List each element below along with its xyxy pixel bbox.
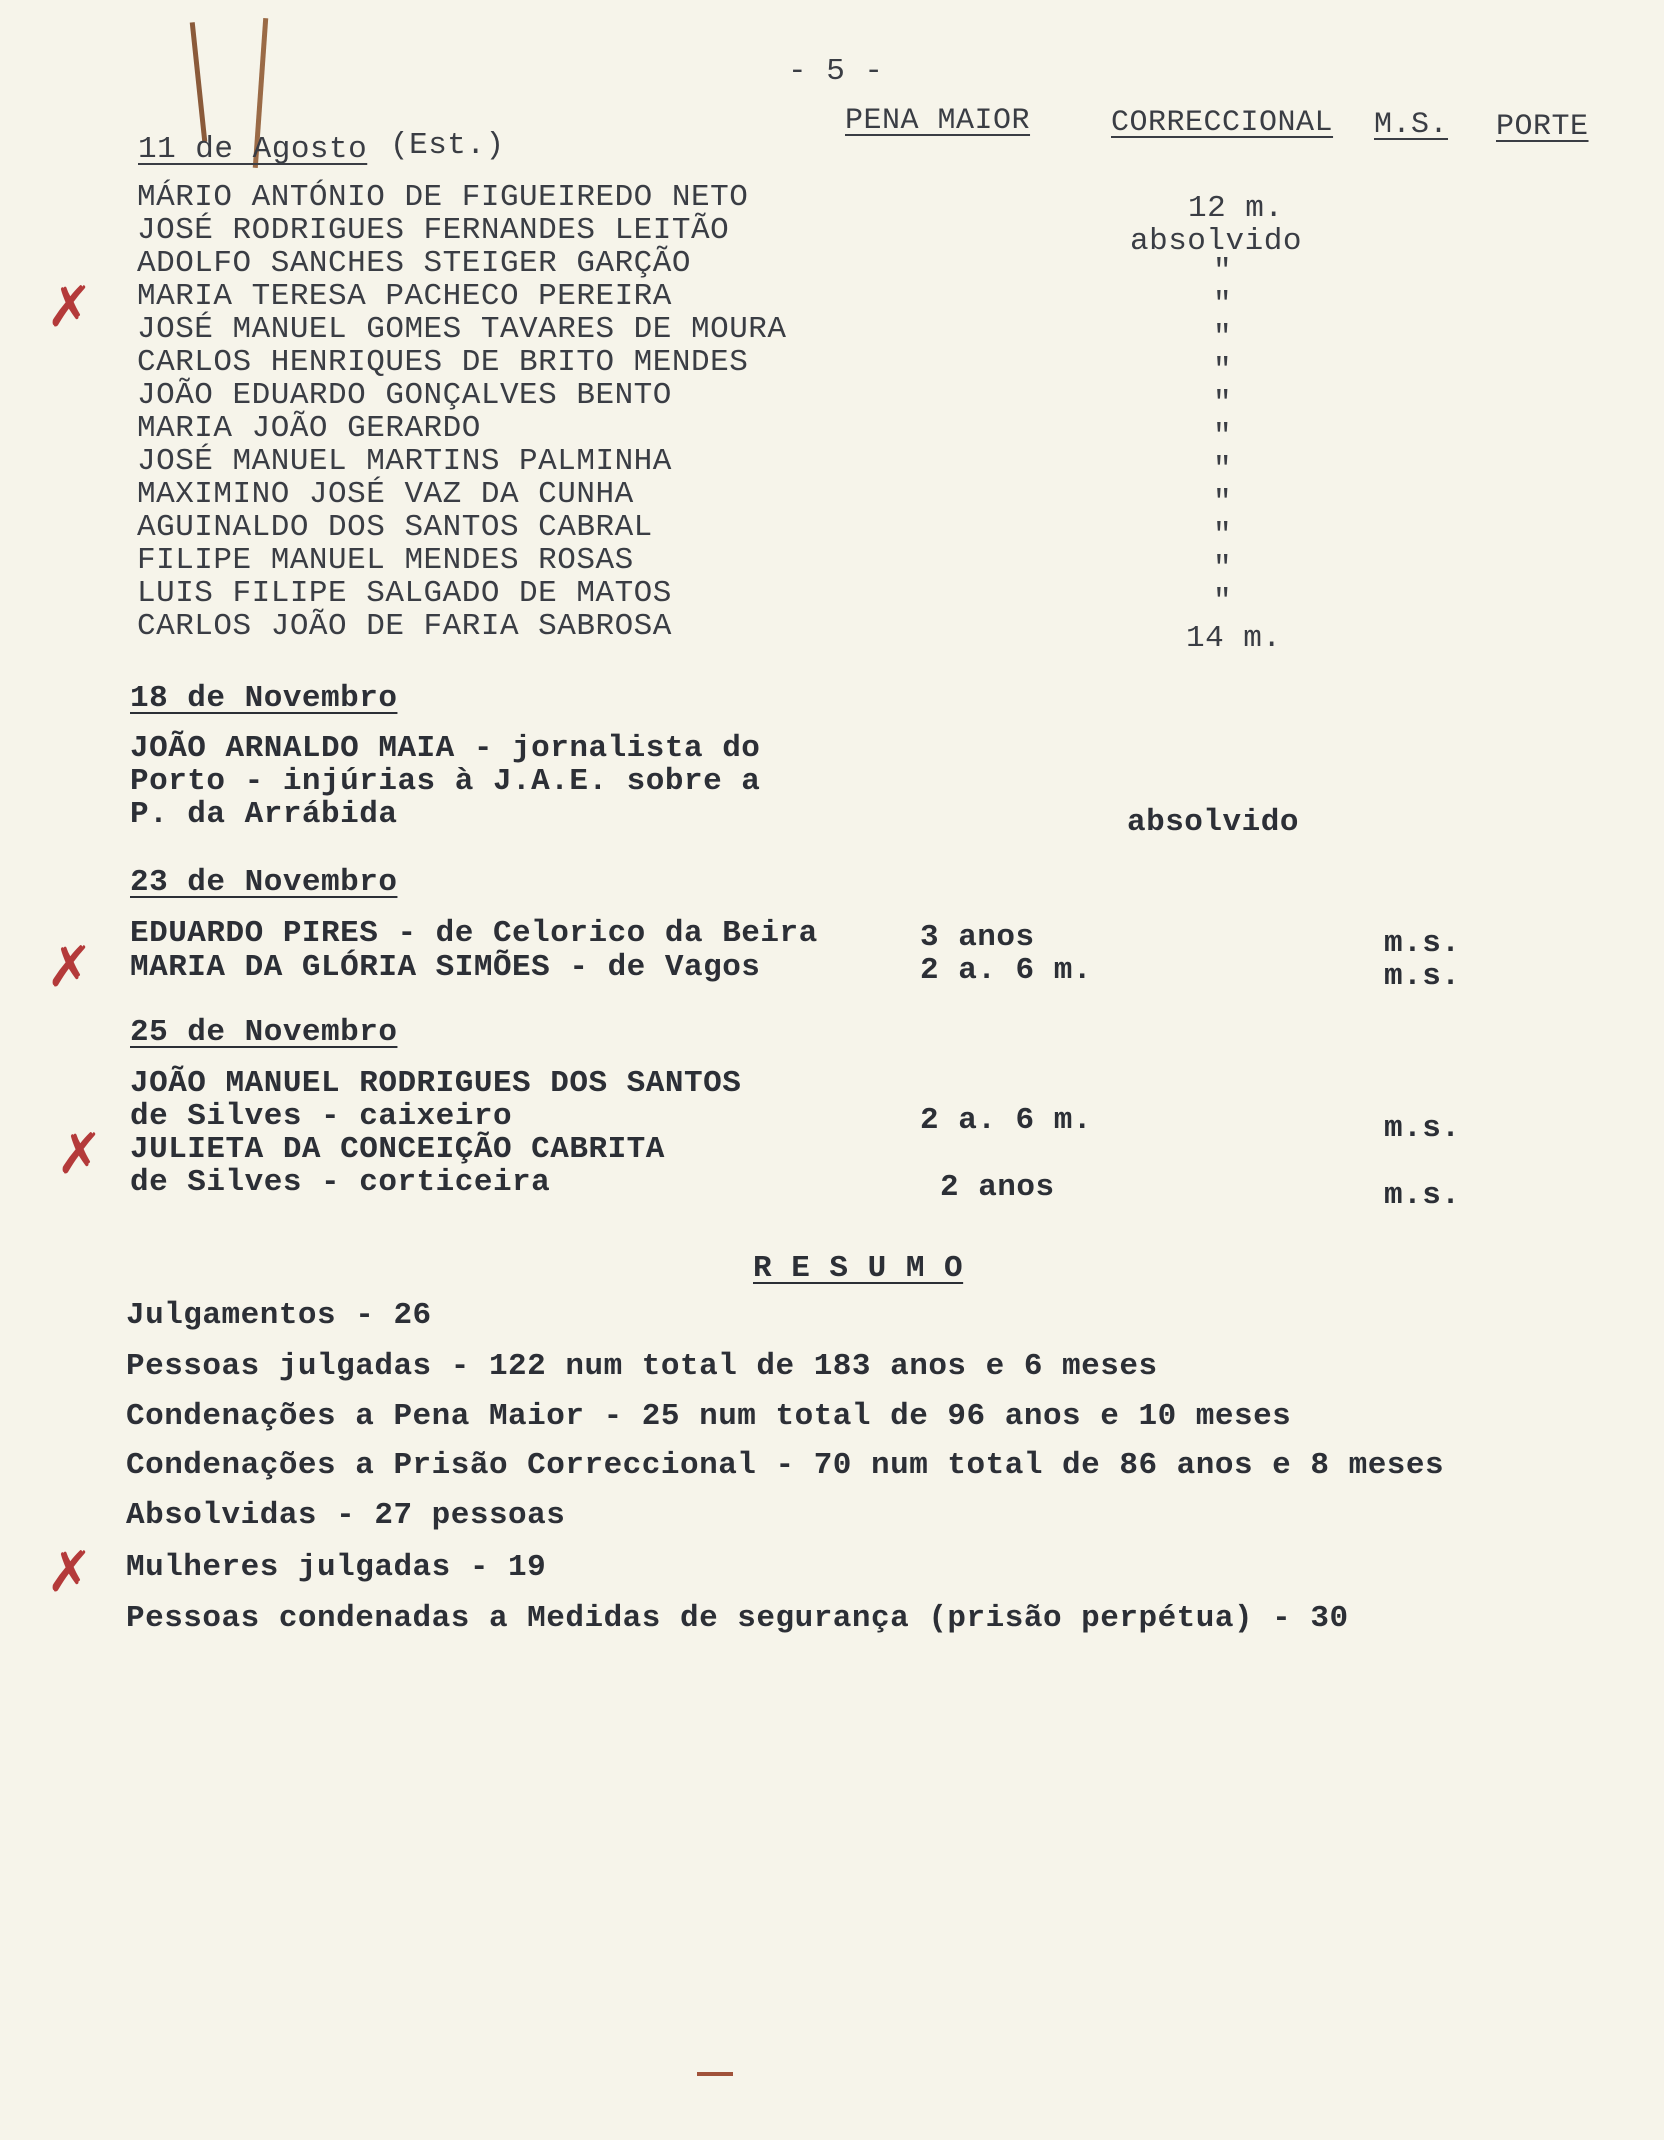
list-item: JOSÉ MANUEL GOMES TAVARES DE MOURA — [137, 312, 787, 347]
list-item: FILIPE MANUEL MENDES ROSAS — [137, 543, 634, 578]
list-item: JOSÉ RODRIGUES FERNANDES LEITÃO — [137, 213, 730, 248]
text-line: JULIETA DA CONCEIÇÃO CABRITA — [130, 1132, 665, 1167]
paper-clip-mark — [190, 22, 208, 142]
list-item: Absolvidas - 27 pessoas — [126, 1498, 566, 1533]
header-porte: PORTE — [1496, 110, 1589, 144]
table-row-pena: 2 anos — [940, 1170, 1055, 1205]
list-item: CARLOS HENRIQUES DE BRITO MENDES — [137, 345, 749, 380]
table-row-name: EDUARDO PIRES - de Celorico da Beira — [130, 916, 818, 951]
list-item: Pessoas condenadas a Medidas de segurança (prisão perpétua) - 30 — [126, 1601, 1349, 1636]
text-line: de Silves - corticeira — [130, 1165, 551, 1200]
table-row-pena: 2 a. 6 m. — [920, 1103, 1092, 1138]
table-row-name: MARIA DA GLÓRIA SIMÕES - de Vagos — [130, 950, 761, 985]
text-line: JOÃO MANUEL RODRIGUES DOS SANTOS — [130, 1066, 742, 1101]
text-line: de Silves - caixeiro — [130, 1099, 513, 1134]
header-correccional: CORRECCIONAL — [1111, 106, 1334, 140]
list-item: MARIA TERESA PACHECO PEREIRA — [137, 279, 672, 314]
list-item: Condenações a Pena Maior - 25 num total de 96 anos e 10 meses — [126, 1399, 1292, 1434]
handwritten-x-mark-icon: ✗ — [46, 275, 93, 340]
sentence-value: absolvido — [1127, 805, 1299, 840]
ditto-mark: " — [1213, 254, 1233, 289]
page-number: - 5 - — [788, 54, 884, 89]
list-item: Condenações a Prisão Correccional - 70 num total de 86 anos e 8 meses — [126, 1448, 1445, 1483]
ditto-mark: " — [1213, 419, 1233, 454]
list-item: JOSÉ MANUEL MARTINS PALMINHA — [137, 444, 672, 479]
sentence-value: 14 m. — [1186, 621, 1282, 656]
list-item: JOÃO EDUARDO GONÇALVES BENTO — [137, 378, 672, 413]
sentence-value: absolvido — [1130, 224, 1302, 259]
list-item: AGUINALDO DOS SANTOS CABRAL — [137, 510, 653, 545]
ditto-mark: " — [1213, 584, 1233, 619]
sentence-value: 12 m. — [1188, 191, 1284, 226]
ink-smudge — [697, 2072, 733, 2076]
ditto-mark: " — [1213, 485, 1233, 520]
handwritten-x-mark-icon: ✗ — [56, 1122, 103, 1187]
ditto-mark: " — [1213, 353, 1233, 388]
ditto-mark: " — [1213, 452, 1233, 487]
table-row-pena: 2 a. 6 m. — [920, 953, 1092, 988]
handwritten-x-mark-icon: ✗ — [46, 1540, 93, 1605]
resumo-title: R E S U M O — [753, 1251, 964, 1286]
header-pena-maior: PENA MAIOR — [845, 104, 1031, 138]
ditto-mark: " — [1213, 551, 1233, 586]
list-item: Julgamentos - 26 — [126, 1298, 432, 1333]
list-item: LUIS FILIPE SALGADO DE MATOS — [137, 576, 672, 611]
list-item: MÁRIO ANTÓNIO DE FIGUEIREDO NETO — [137, 180, 749, 215]
section-title-nov18: 18 de Novembro — [130, 681, 398, 716]
header-ms: M.S. — [1374, 108, 1449, 142]
list-item: Mulheres julgadas - 19 — [126, 1550, 547, 1585]
text-line: P. da Arrábida — [130, 797, 398, 832]
table-row-ms: m.s. — [1384, 926, 1461, 961]
ditto-mark: " — [1213, 518, 1233, 553]
table-row-ms: m.s. — [1384, 1111, 1461, 1146]
table-row-pena: 3 anos — [920, 920, 1035, 955]
list-item: ADOLFO SANCHES STEIGER GARÇÃO — [137, 246, 691, 281]
handwritten-x-mark-icon: ✗ — [46, 935, 93, 1000]
section-suffix-aug: (Est.) — [390, 128, 505, 163]
section-title-nov25: 25 de Novembro — [130, 1015, 398, 1050]
section-title-nov23: 23 de Novembro — [130, 865, 398, 900]
ditto-mark: " — [1213, 320, 1233, 355]
list-item: MARIA JOÃO GERARDO — [137, 411, 481, 446]
list-item: MAXIMINO JOSÉ VAZ DA CUNHA — [137, 477, 634, 512]
ditto-mark: " — [1213, 287, 1233, 322]
list-item: Pessoas julgadas - 122 num total de 183 anos e 6 meses — [126, 1349, 1158, 1384]
table-row-ms: m.s. — [1384, 959, 1461, 994]
list-item: CARLOS JOÃO DE FARIA SABROSA — [137, 609, 672, 644]
text-line: JOÃO ARNALDO MAIA - jornalista do — [130, 731, 761, 766]
text-line: Porto - injúrias à J.A.E. sobre a — [130, 764, 761, 799]
ditto-mark: " — [1213, 386, 1233, 421]
table-row-ms: m.s. — [1384, 1178, 1461, 1213]
section-title-aug: 11 de Agosto — [138, 132, 368, 167]
